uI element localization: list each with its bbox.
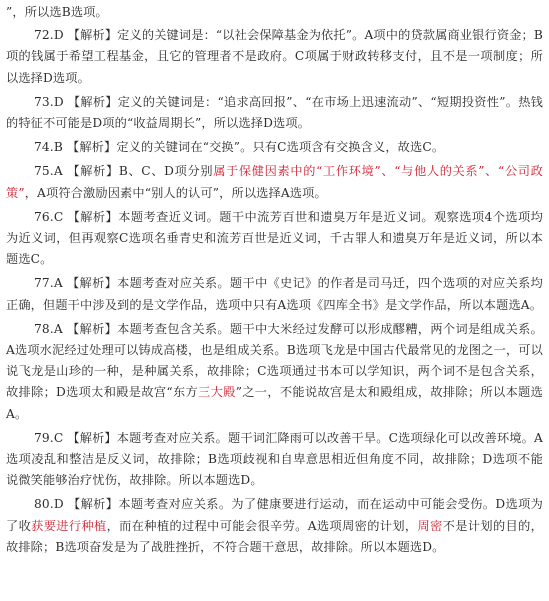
explanation-text: 定义的关键词是：“追求高回报”、“在市场上迅速流动”、“短期投资性”。热钱的特征不可能是D项的“收益周期长”，所以选择D选项。 bbox=[6, 94, 543, 131]
analysis-tag: 【解析】 bbox=[67, 276, 118, 291]
analysis-tag: 【解析】 bbox=[67, 321, 118, 336]
question-answer-number: 76.C bbox=[34, 209, 64, 224]
question-answer-number: 79.C bbox=[34, 430, 64, 445]
analysis-tag: 【解析】 bbox=[67, 28, 118, 43]
explanation-text: ”之一，不能说故宫是太和殿组成，故排除；所以本题选A。 bbox=[6, 385, 544, 421]
explanation-item bbox=[6, 137, 543, 158]
question-answer-number: 72.D bbox=[34, 28, 64, 43]
highlighted-text: 获要进行种植 bbox=[31, 518, 107, 533]
explanation-text: B、C、D项分别 bbox=[118, 164, 214, 179]
explanation-text: ，A项符合激励因素中“别人的认可”，所以选择A选项。 bbox=[24, 185, 327, 200]
question-answer-number: 75.A bbox=[34, 164, 63, 179]
explanation-item bbox=[6, 273, 543, 315]
explanation-item bbox=[6, 428, 543, 492]
analysis-tag: 【解析】 bbox=[67, 209, 119, 224]
explanation-text: 本题考查对应关系。为了健康要进行运动，而在运动中可能会受伤。D选项为了收 bbox=[6, 497, 543, 533]
question-answer-number: 78.A bbox=[34, 321, 63, 336]
analysis-tag: 【解析】 bbox=[67, 94, 118, 109]
explanation-text: 本题考查近义词。题干中流芳百世和遗臭万年是近义词。观察选项4个选项均为近义词，但再观察C选项名垂青史和流芳百世是近义词，千古罪人和遗臭万年是近义词，所以本题选C。 bbox=[6, 209, 543, 267]
explanation-item bbox=[6, 494, 543, 558]
explanation-item bbox=[6, 207, 543, 271]
analysis-tag: 【解析】 bbox=[67, 430, 117, 445]
question-answer-number: 80.D bbox=[34, 497, 64, 512]
explanation-text: 本题考查对应关系。题干中《史记》的作者是司马迁，四个选项的对应关系均正确，但题干中涉及到的是文学作品，选项中只有A选项《四库全书》是文学作品，所以本题选A。 bbox=[6, 276, 543, 312]
explanation-text: 定义的关键词是：“以社会保障基金为依托”。A项中的贷款属商业银行资金；B项的钱属于希望工程基金，且它的管理者不是政府。C项属于财政转移支付，且不是一项制度；所以选择D选项。 bbox=[6, 28, 543, 85]
question-answer-number: 77.A bbox=[34, 276, 63, 291]
explanation-text: 本题考查对应关系。题干词汇降雨可以改善干旱。C选项绿化可以改善环境。A选项凌乱和整洁是反义词，故排除；B选项歧视和自卑意思相近但角度不同，故排除；D选项不能说微笑能够治疗忧伤，故排除。所以本题选D。 bbox=[6, 430, 543, 488]
explanation-text: ，而在种植的过程中可能会很辛劳。A选项周密的计划， bbox=[106, 518, 418, 533]
explanation-item bbox=[6, 25, 543, 89]
analysis-tag: 【解析】 bbox=[66, 140, 117, 155]
analysis-tag: 【解析】 bbox=[68, 497, 119, 512]
explanation-text: 本题考查包含关系。题干中大米经过发酵可以形成醪糟，两个词是组成关系。A选项水泥经过处理可以铸成高楼，也是组成关系。B选项飞龙是中国古代最常见的龙图之一，可以说飞龙是山珍的一种，是种属关系，故排除；C选项通过书本可以学知识，两个词不是包含关系，故排除；D选项太和殿是故宫“东方 bbox=[6, 321, 543, 400]
highlighted-text: 三大殿 bbox=[198, 385, 236, 400]
highlighted-text: 属于保健因素中的“工作环境”、“与他人的关系”、“公司政策” bbox=[6, 164, 544, 200]
analysis-tag: 【解析】 bbox=[67, 164, 119, 179]
question-answer-number: 73.D bbox=[34, 94, 64, 109]
explanation-text: 不是计划的目的，故排除；B选项奋发是为了战胜挫折，不符合题干意思，故排除。所以本题选D。 bbox=[6, 518, 543, 554]
explanation-item bbox=[6, 161, 543, 203]
highlighted-text: 周密 bbox=[417, 518, 443, 533]
continuation-line: ”，所以选B选项。 bbox=[6, 5, 108, 19]
explanation-item bbox=[6, 92, 543, 134]
question-answer-number: 74.B bbox=[34, 140, 63, 155]
explanation-text: 定义的关键词在“交换”。只有C选项含有交换含义，故选C。 bbox=[116, 140, 445, 155]
answer-explanations bbox=[6, 25, 543, 558]
explanation-item bbox=[6, 319, 543, 425]
